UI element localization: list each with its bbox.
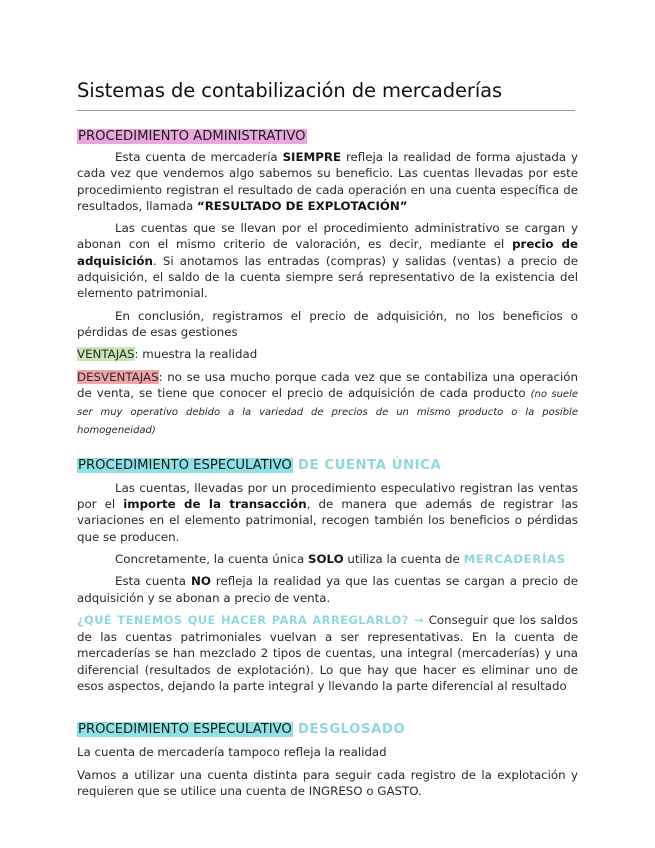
- desventajas-label: DESVENTAJAS: [77, 369, 159, 384]
- desventajas-line: DESVENTAJAS: no se usa mucho porque cada vez que se contabiliza una operación de venta, se tiene que conocer el precio de adquisición de cada producto (no suele ser muy operativo debido a la variedad de precios de un mismo producto o la posible homogeneidad): [77, 369, 578, 437]
- desventajas-note: (no suele ser muy operativo debido a la variedad de precios de un mismo producto o la posible homogeneidad): [77, 388, 578, 437]
- paragraph: La cuenta de mercadería tampoco refleja la realidad: [77, 745, 387, 760]
- page-title: Sistemas de contabilización de mercaderías: [77, 79, 503, 102]
- section-heading-especulativo-desglosado: PROCEDIMIENTO ESPECULATIVO: [78, 722, 292, 738]
- section-heading-accent: DESGLOSADO: [292, 722, 406, 738]
- paragraph: En conclusión, registramos el precio de adquisición, no los beneficios o pérdidas de esas gestiones: [77, 308, 578, 339]
- paragraph: Las cuentas que se llevan por el procedimiento administrativo se cargan y abonan con el mismo criterio de valoración, es decir, mediante el precio de adquisición. Si anotamos las entradas (compras) y salidas (ventas) a precio de adquisición, el saldo de la cuenta siempre será representativo de la existencia del elemento patrimonial.: [77, 221, 578, 301]
- section-heading-especulativo-unica: PROCEDIMIENTO ESPECULATIVO: [78, 457, 292, 473]
- mercaderias-keyword: MERCADERÍAS: [463, 551, 566, 566]
- ventajas-label: VENTAJAS: [77, 347, 135, 362]
- paragraph: Vamos a utilizar una cuenta distinta para seguir cada registro de la explotación y requieren que se utilice una cuenta de INGRESO o GASTO.: [77, 767, 578, 798]
- section-heading-accent: DE CUENTA ÚNICA: [292, 457, 442, 473]
- section-heading-administrativo: PROCEDIMIENTO ADMINISTRATIVO: [78, 129, 306, 144]
- paragraph: Las cuentas, llevadas por un procedimiento especulativo registran las ventas por el importe de la transacción, de manera que además de registrar las variaciones en el elemento patrimonial, recogen también los beneficios o pérdidas que se producen.: [77, 480, 578, 544]
- question-lead: ¿QUÉ TENEMOS QUE HACER PARA ARREGLARLO? →: [77, 613, 425, 627]
- paragraph: Concretamente, la cuenta única SOLO utiliza la cuenta de MERCADERÍAS: [115, 551, 566, 566]
- paragraph: Esta cuenta NO refleja la realidad ya que las cuentas se cargan a precio de adquisición y se abonan a precio de venta.: [77, 574, 579, 605]
- document-body: [77, 125, 578, 805]
- ventajas-line: VENTAJAS: muestra la realidad: [77, 347, 258, 362]
- paragraph: Esta cuenta de mercadería SIEMPRE refleja la realidad de forma ajustada y cada vez que vendemos algo sabemos su beneficio. Las cuentas llevadas por este procedimiento registran el resultado de cada operación en una cuenta específica de resultados, llamada “RESULTADO DE EXPLOTACIÓN”: [77, 150, 578, 213]
- title-divider: [77, 110, 575, 111]
- paragraph: ¿QUÉ TENEMOS QUE HACER PARA ARREGLARLO? → Conseguir que los saldos de las cuentas patrimoniales vuelvan a ser representativas. En la cuenta de mercaderías se han mezclado 2 tipos de cuentas, una integral (mercaderías) y una diferencial (resultados de explotación). Lo que hay que hacer es eliminar uno de esos aspectos, dejando la parte integral y llevando la parte diferencial al resultado: [77, 612, 578, 694]
